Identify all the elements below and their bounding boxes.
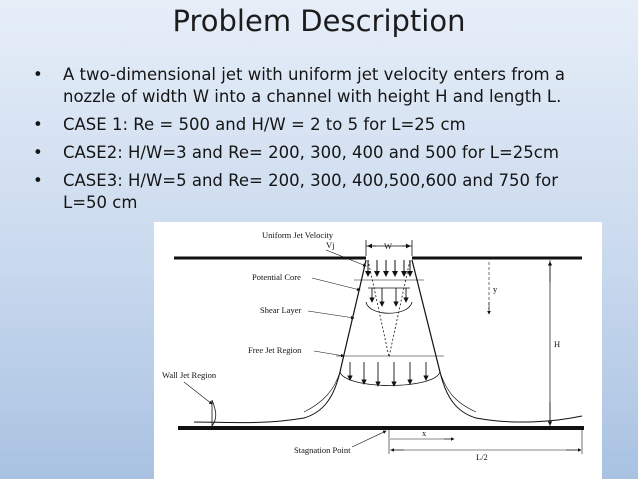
jet-channel-svg — [154, 222, 602, 479]
inlet-velocity-arrows — [368, 260, 410, 276]
bullet-item — [30, 64, 610, 108]
vj-label: Vj — [326, 240, 335, 250]
bullet-marker: • — [33, 171, 43, 190]
x-label: x — [422, 428, 427, 438]
bullet-marker: • — [33, 143, 43, 162]
free-jet-region-label: Free Jet Region — [248, 345, 302, 355]
uniform-jet-velocity-label: Uniform Jet Velocity — [262, 230, 334, 240]
bullet-text: CASE 1: Re = 500 and H/W = 2 to 5 for L=25 cm — [63, 115, 466, 134]
bullet-item — [30, 142, 610, 164]
bullet-text: CASE3: H/W=5 and Re= 200, 300, 400,500,600 and 750 for L=50 cm — [63, 171, 558, 212]
jet-right-boundary — [412, 260, 440, 372]
bullet-text: A two-dimensional jet with uniform jet velocity enters from a nozzle of width W into a channel with height H and length L. — [63, 65, 565, 106]
jet-channel-diagram — [154, 222, 602, 479]
slide-title: Problem Description — [172, 4, 466, 38]
y-label: y — [493, 284, 498, 294]
wall-jet-right — [440, 372, 582, 422]
l-half-label: L/2 — [476, 452, 488, 462]
wall-jet-region-label: Wall Jet Region — [162, 370, 217, 380]
stagnation-point-label: Stagnation Point — [294, 445, 351, 455]
bullet-marker: • — [33, 65, 43, 84]
bullet-marker: • — [33, 115, 43, 134]
velocity-profile-free-jet — [340, 372, 440, 386]
bullet-item — [30, 170, 610, 214]
potential-core-label: Potential Core — [252, 272, 301, 282]
bullet-text: CASE2: H/W=3 and Re= 200, 300, 400 and 500 for L=25cm — [63, 143, 559, 162]
bullet-list — [30, 64, 610, 220]
h-label: H — [554, 339, 561, 349]
shear-layer-label: Shear Layer — [260, 305, 302, 315]
jet-left-boundary — [340, 260, 366, 372]
w-label: W — [384, 241, 393, 251]
bullet-item — [30, 114, 610, 136]
